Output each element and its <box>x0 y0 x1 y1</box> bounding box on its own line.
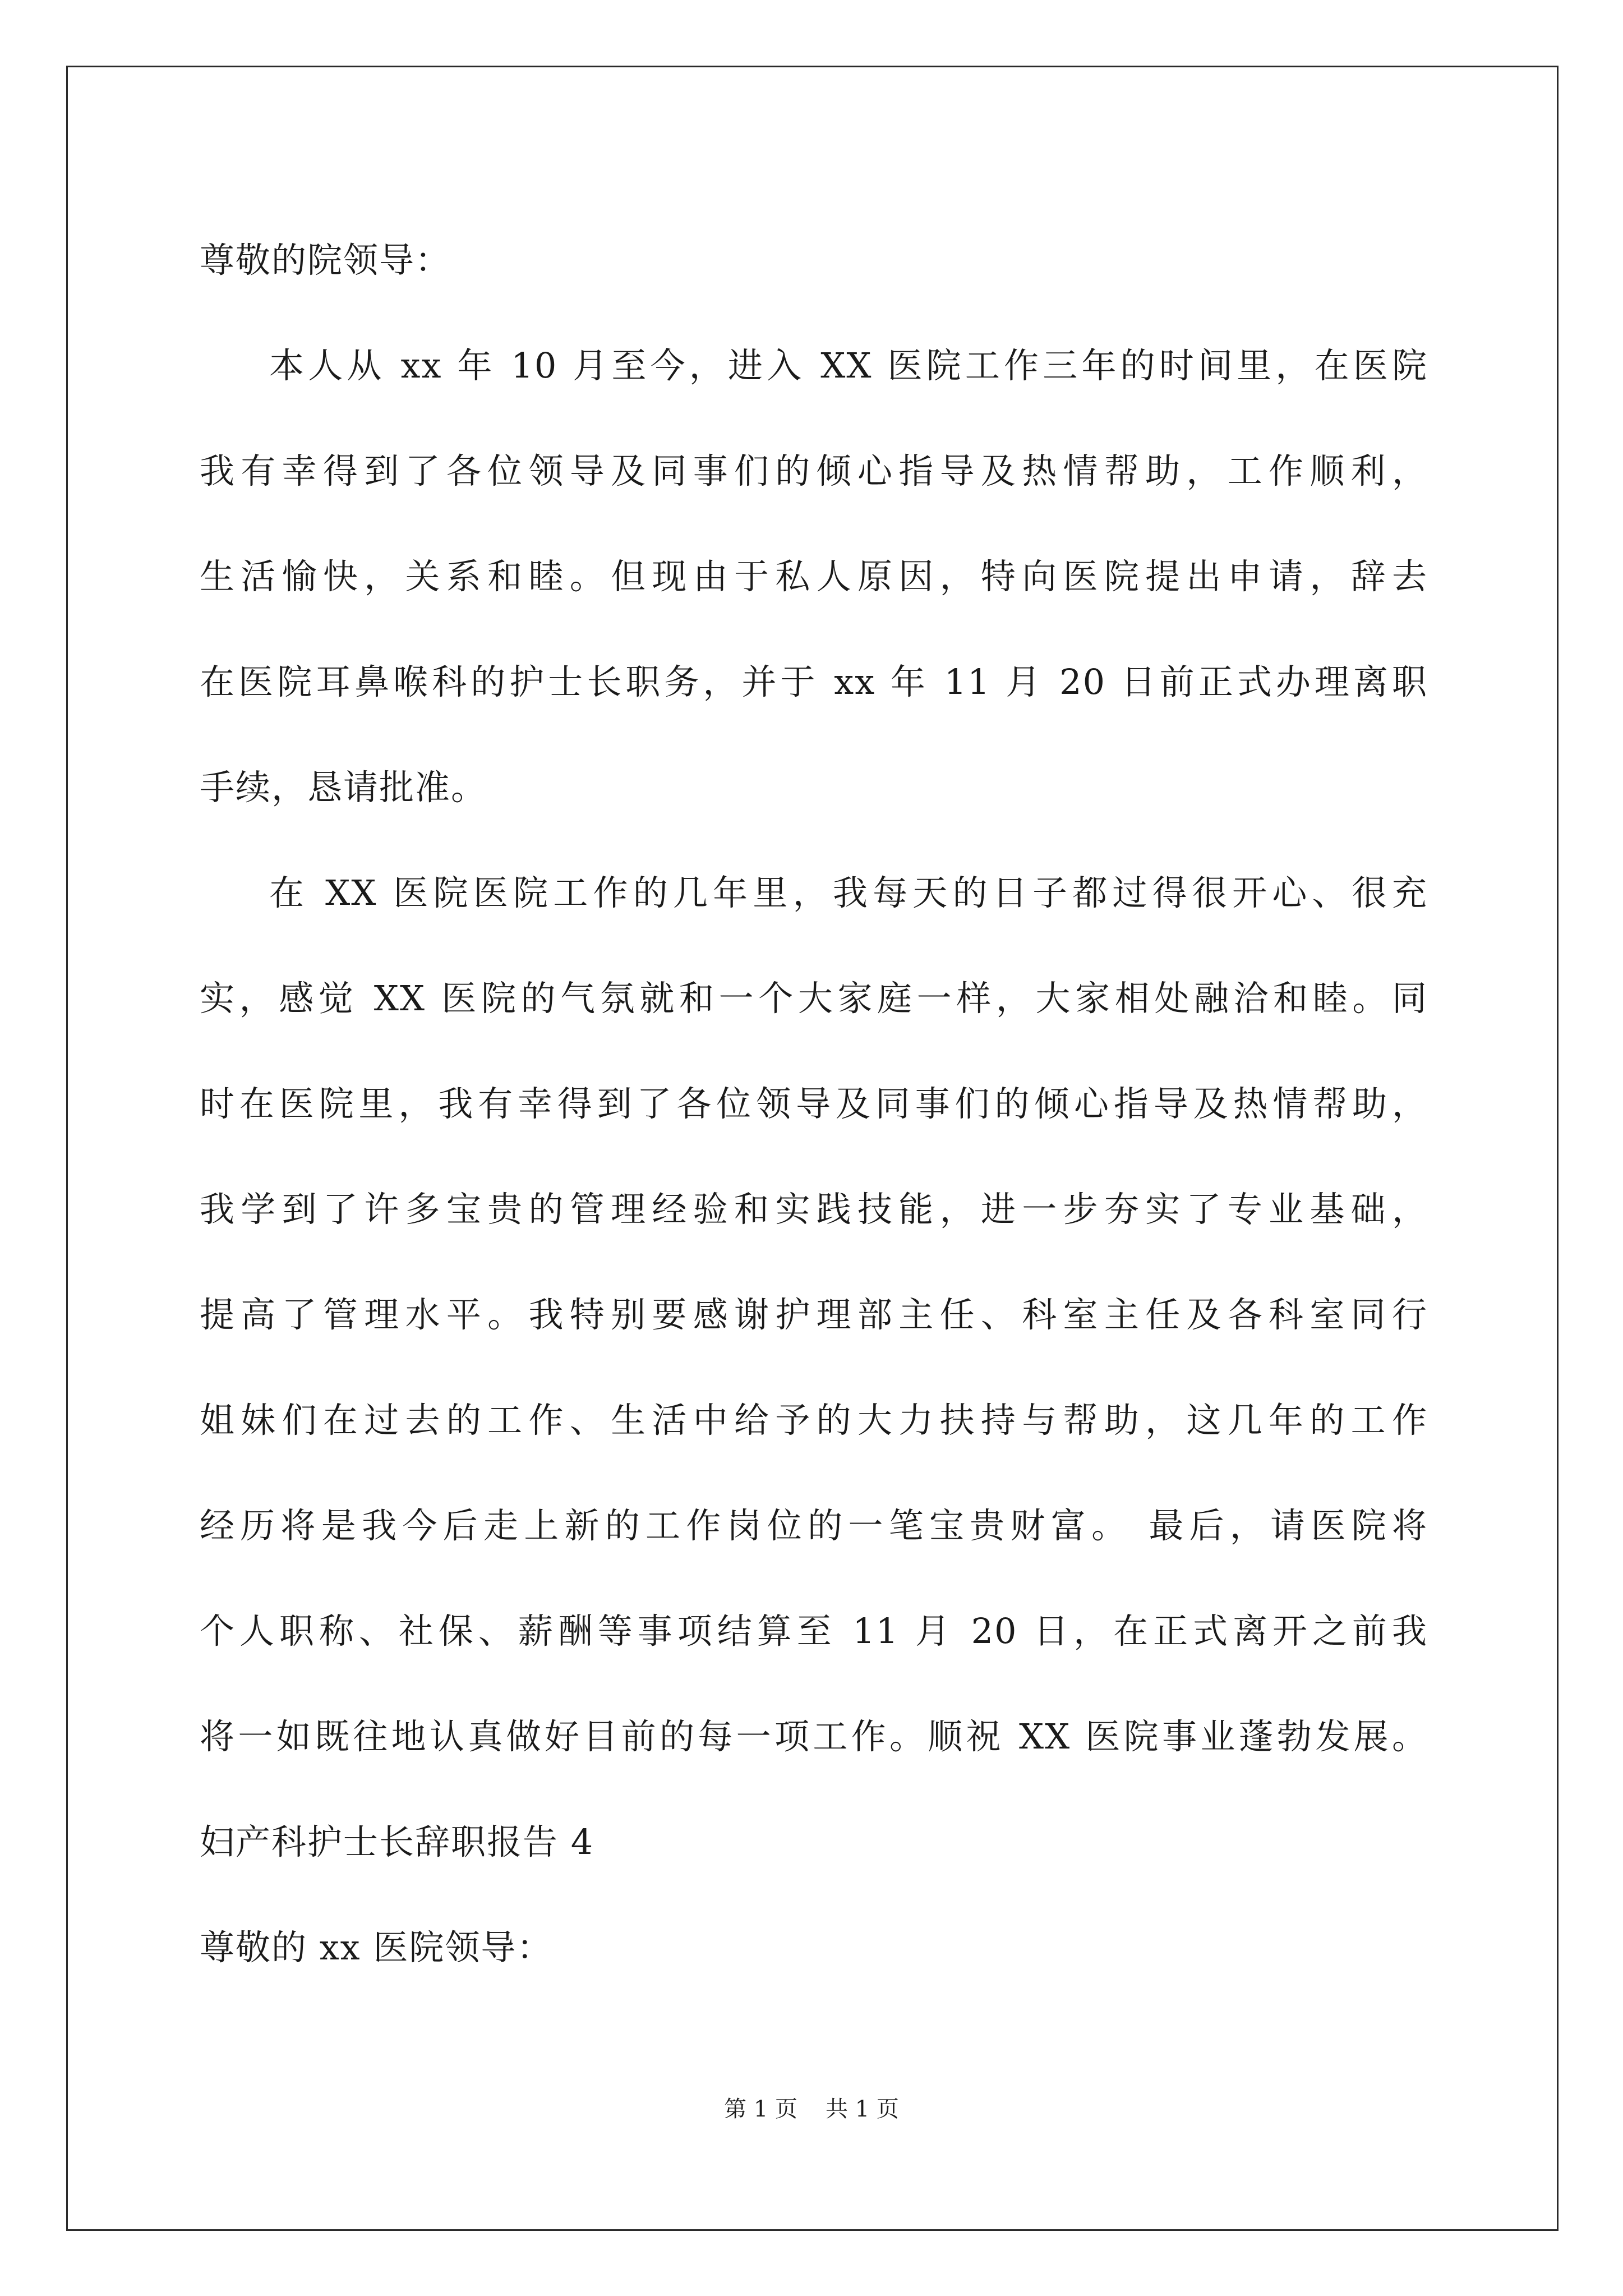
paragraph-line: 生活愉快，关系和睦。但现由于私人原因，特向医院提出申请，辞去 <box>200 556 1428 597</box>
paragraph-line: 手续，恳请批准。 <box>200 767 487 808</box>
paragraph-line: 将一如既往地认真做好目前的每一项工作。顺祝 XX 医院事业蓬勃发展。 <box>200 1716 1428 1757</box>
paragraph-line: 经历将是我今后走上新的工作岗位的一笔宝贵财富。 最后，请医院将 <box>200 1505 1428 1546</box>
section-heading: 妇产科护士长辞职报告 4 <box>200 1821 594 1862</box>
paragraph-line: 个人职称、社保、薪酬等事项结算至 11 月 20 日，在正式离开之前我 <box>200 1611 1428 1651</box>
document-body <box>200 208 1428 2000</box>
page-number: 第 1 页 <box>724 2096 797 2122</box>
page-footer <box>0 2092 1623 2126</box>
page-total: 共 1 页 <box>826 2096 899 2122</box>
salutation: 尊敬的 xx 医院领导： <box>200 1927 553 1968</box>
paragraph-line: 在 XX 医院医院工作的几年里，我每天的日子都过得很开心、很充 <box>269 872 1428 913</box>
paragraph-line: 实，感觉 XX 医院的气氛就和一个大家庭一样，大家相处融洽和睦。同 <box>200 978 1428 1019</box>
paragraph-line: 提高了管理水平。我特别要感谢护理部主任、科室主任及各科室同行 <box>200 1294 1428 1335</box>
paragraph-line: 在医院耳鼻喉科的护士长职务，并于 xx 年 11 月 20 日前正式办理离职 <box>200 661 1428 702</box>
paragraph-line: 时在医院里，我有幸得到了各位领导及同事们的倾心指导及热情帮助， <box>200 1083 1428 1124</box>
paragraph-line: 本人从 xx 年 10 月至今，进入 XX 医院工作三年的时间里，在医院 <box>269 345 1428 386</box>
paragraph-line: 我有幸得到了各位领导及同事们的倾心指导及热情帮助，工作顺利， <box>200 450 1428 491</box>
paragraph-line: 姐妹们在过去的工作、生活中给予的大力扶持与帮助，这几年的工作 <box>200 1400 1428 1441</box>
salutation: 尊敬的院领导： <box>200 240 451 280</box>
paragraph-line: 我学到了许多宝贵的管理经验和实践技能，进一步夯实了专业基础， <box>200 1189 1428 1230</box>
